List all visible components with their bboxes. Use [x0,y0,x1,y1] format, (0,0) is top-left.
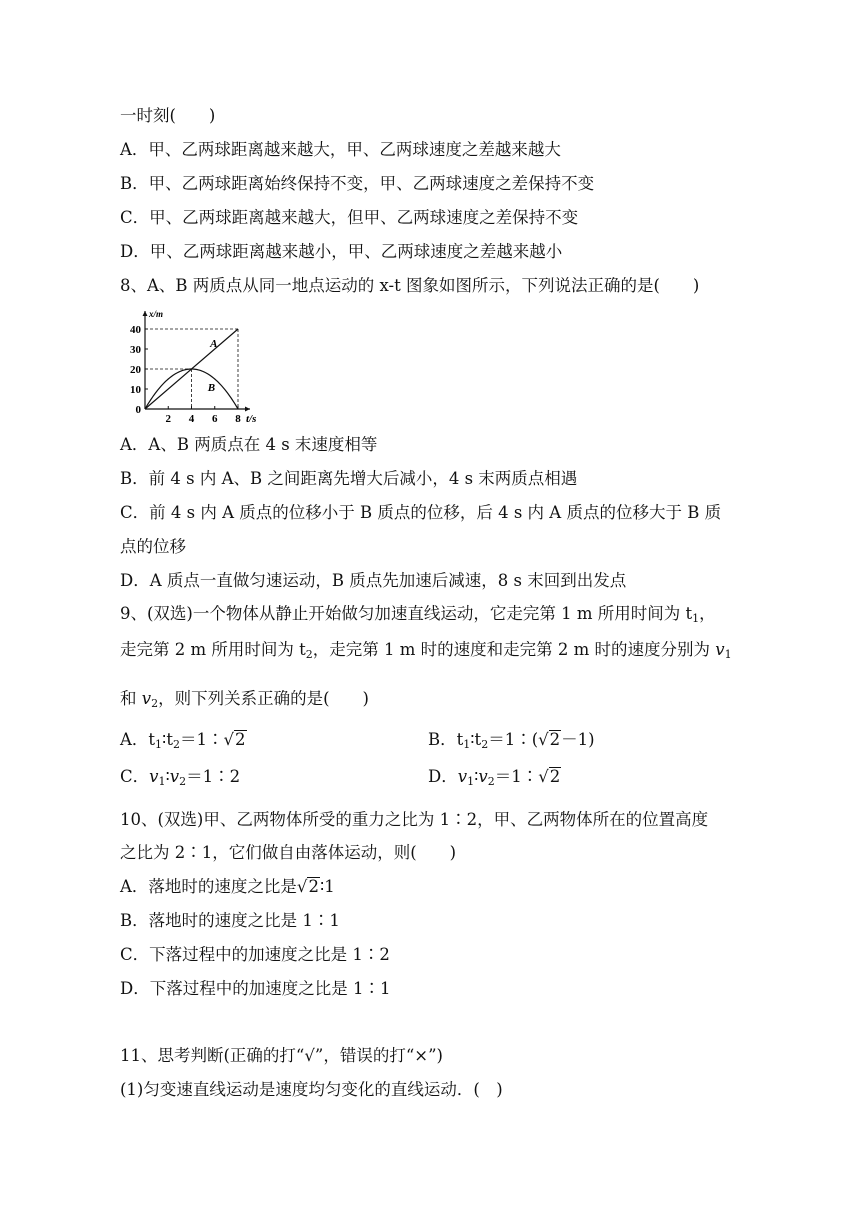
x-tick-label: 8 [235,413,241,425]
series-b-label: B [207,382,216,394]
q8-option-d: D．A 质点一直做匀速运动，B 质点先加速后减速，8 s 末回到出发点 [120,571,627,590]
series-a-label: A [210,338,218,350]
q10-stem-line1: 10、(双选)甲、乙两物体所受的重力之比为 1∶2，甲、乙两物体所在的位置高度 [120,810,709,829]
origin-label: 0 [135,404,141,416]
q8-option-b: B．前 4 s 内 A、B 之间距离先增大后减小，4 s 末两质点相遇 [120,469,578,488]
q9-option-b: B．$t_1∶t_2=1∶(√2-1)$ [428,730,595,751]
x-tick-label: 6 [212,413,218,425]
q7-option-d: D．甲、乙两球距离越来越小，甲、乙两球速度之差越来越小 [120,242,563,261]
q9-stem-line3: 和 $v_2$，则下列关系正确的是( ) [120,689,369,710]
q10-option-b: B．落地时的速度之比是 1∶1 [120,911,340,930]
q7-stem-tail: 一时刻( ) [120,106,216,125]
x-axis-arrow [245,407,250,412]
y-tick-label: 30 [130,344,141,356]
y-tick-label: 40 [130,324,141,336]
q8-option-c: C．前 4 s 内 A 质点的位移小于 B 质点的位移，后 4 s 内 A 质点的位移大于 B 质 [120,503,722,522]
q7-option-a: A．甲、乙两球距离越来越大，甲、乙两球速度之差越来越大 [120,140,561,159]
x-axis-label: t/s [246,413,257,425]
q8-stem: 8、A、B 两质点从同一地点运动的 x-t 图象如图所示，下列说法正确的是( ) [120,276,700,295]
q7-option-b: B．甲、乙两球距离始终保持不变，甲、乙两球速度之差保持不变 [120,174,595,193]
q10-option-a: A．落地时的速度之比是√2∶1 [120,877,335,896]
q7-option-c: C．甲、乙两球距离越来越大，但甲、乙两球速度之差保持不变 [120,208,579,227]
y-tick-label: 20 [130,364,141,376]
x-tick-label: 4 [188,413,195,425]
q11-stem: 11、思考判断(正确的打“√”，错误的打“×”) [120,1046,443,1065]
y-axis-label: x/m [149,309,164,319]
q10-option-c: C．下落过程中的加速度之比是 1∶2 [120,945,390,964]
y-axis-arrow [143,311,148,316]
q10-option-d: D．下落过程中的加速度之比是 1∶1 [120,979,391,998]
q9-stem-line1: 9、(双选)一个物体从静止开始做匀加速直线运动，它走完第 1 m 所用时间为 $t_1$， [120,604,716,625]
q9-option-d: D．$v_1∶v_2=1∶√2$ [428,767,561,788]
xt-graph [120,305,280,425]
q10-stem-line2: 之比为 2∶1，它们做自由落体运动，则( ) [120,843,457,862]
q9-option-c: C．$v_1∶v_2=1∶2$ [120,767,241,788]
q9-option-a: A．$t_1∶t_2=1∶√2$ [120,730,246,751]
x-tick-label: 2 [165,413,171,425]
y-tick-label: 10 [130,384,141,396]
q9-stem-line2: 走完第 2 m 所用时间为 $t_2$，走完第 1 m 时的速度和走完第 2 m 时的速度分别为 $v_1$ [120,640,732,661]
q8-option-c-cont: 点的位移 [120,537,186,556]
q8-option-a: A．A、B 两质点在 4 s 末速度相等 [120,435,378,454]
q11-item-1: (1)匀变速直线运动是速度均匀变化的直线运动．( ) [120,1080,503,1099]
